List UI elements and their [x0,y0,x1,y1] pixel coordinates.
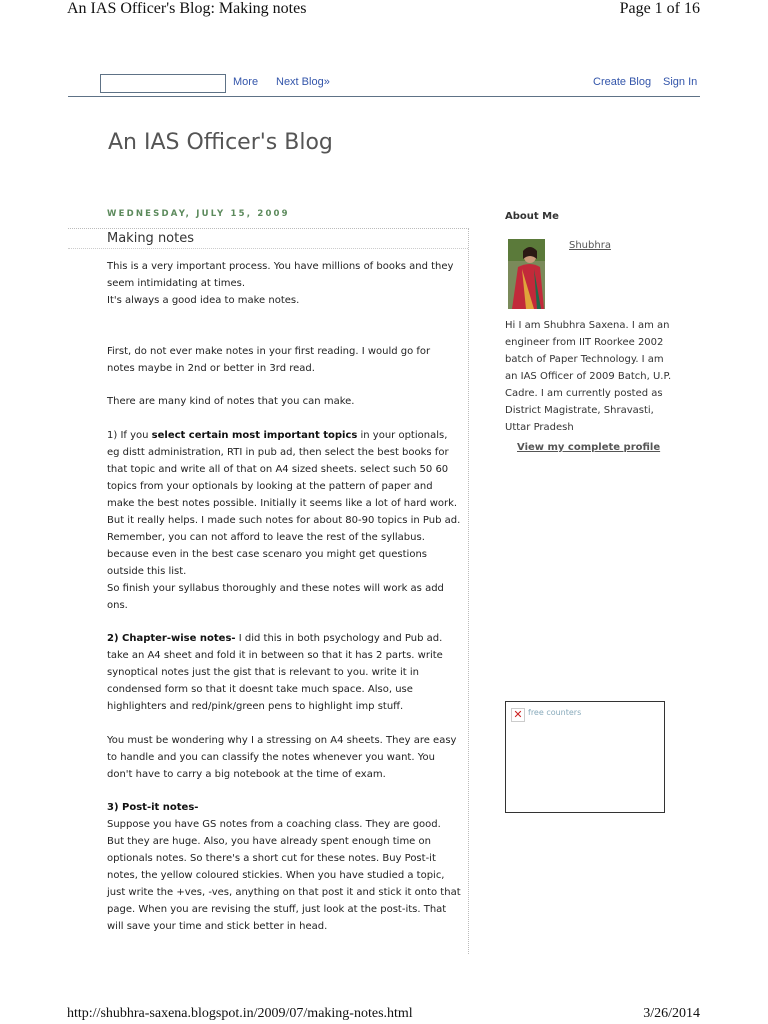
broken-image-icon: ✕ [511,708,525,722]
post-text-bold: 3) Post-it notes- [107,802,199,813]
navbar-search-input[interactable] [100,74,226,93]
post-paragraph-first: First, do not ever make notes in your first reading. I would go for notes maybe in 2nd or better in 3rd read. [107,346,431,374]
counter-widget [505,701,665,813]
navbar-create-blog-link[interactable]: Create Blog [593,76,652,88]
post-date-header: WEDNESDAY, JULY 15, 2009 [107,209,290,219]
post-paragraph-intro [107,258,461,309]
post-text: It's always a good idea to make notes. [107,295,300,306]
print-header-page-number: Page 1 of 16 [619,0,700,17]
navbar-more-link[interactable]: More [233,76,259,88]
post-paragraph-post-it-notes [107,799,461,935]
profile-bio: Hi I am Shubhra Saxena. I am an engineer from IIT Roorkee 2002 batch of Paper Technology. I am an IAS Officer of 2009 Batch, U.P. Cadre. I am currently posted as District Magistrate, Shravasti, Uttar Pradesh [505,320,672,433]
profile-name-link[interactable]: Shubhra [569,240,611,251]
sidebar-about-me-heading: About Me [505,211,559,222]
post-paragraph-topics-notes [107,427,461,614]
post-title[interactable]: Making notes [107,231,195,246]
blog-title[interactable]: An IAS Officer's Blog [108,130,333,155]
post-paragraph-kinds: There are many kind of notes that you can make. [107,396,355,407]
navbar-sign-in-link[interactable]: Sign In [663,76,698,88]
print-footer-date: 3/26/2014 [643,1006,700,1021]
profile-photo[interactable] [508,239,545,309]
post-text: 1) If you [107,430,152,441]
post-title-divider [68,248,468,249]
blogger-navbar [68,70,700,97]
post-text: So finish your syllabus thoroughly and these notes will work as add ons. [107,583,444,611]
print-header-title: An IAS Officer's Blog: Making notes [67,0,307,17]
print-footer-url: http://shubhra-saxena.blogspot.in/2009/07/making-notes.html [67,1006,413,1021]
post-text: in your optionals, eg distt administration, RTI in pub ad, then select the best books for that topic and write all of that on A4 sized sheets. select such 50 60 topics from your optionals by looking at the pattern of paper and make the best notes possible. Initially it seems like a lot of hard work. But it really helps. I made such notes for about 80-90 topics in Pub ad. Remember, you can not afford to leave the rest of the syllabus. because even in the best case scenaro you might get questions outside this list. [107,430,461,577]
post-text-bold: 2) Chapter-wise notes- [107,633,236,644]
post-paragraph-chapter-notes [107,630,461,715]
free-counters-link[interactable]: free counters [528,708,582,717]
view-profile-link[interactable]: View my complete profile [517,442,661,453]
profile-photo-image [508,239,545,309]
post-text-bold: select certain most important topics [151,430,358,441]
post-text: This is a very important process. You have millions of books and they seem intimidating at times. [107,261,454,289]
navbar-next-blog-link[interactable]: Next Blog» [276,76,330,88]
post-text: I did this in both psychology and Pub ad. take an A4 sheet and fold it in between so that it has 2 parts. write synoptical notes just the gist that is relevant to you. write it in condensed form so that it doesnt take much space. Also, use highlighters and red/pink/green pens to highlight imp stuff. [107,633,443,712]
post-text: Suppose you have GS notes from a coaching class. They are good. But they are huge. Also, you have already spent enough time on optionals notes. So there's a short cut for these notes. Buy Post-it notes, the yellow coloured stickies. When you have studied a topic, just write the +ves, -ves, anything on that post it and stick it onto that page. When you are revising the stuff, just look at the post-its. That will save your time and stick better in head. [107,819,461,932]
post-paragraph-a4-sheets: You must be wondering why I a stressing on A4 sheets. They are easy to handle and you can classify the notes whenever you want. You don't have to carry a big notebook at the time of exam. [107,735,457,780]
